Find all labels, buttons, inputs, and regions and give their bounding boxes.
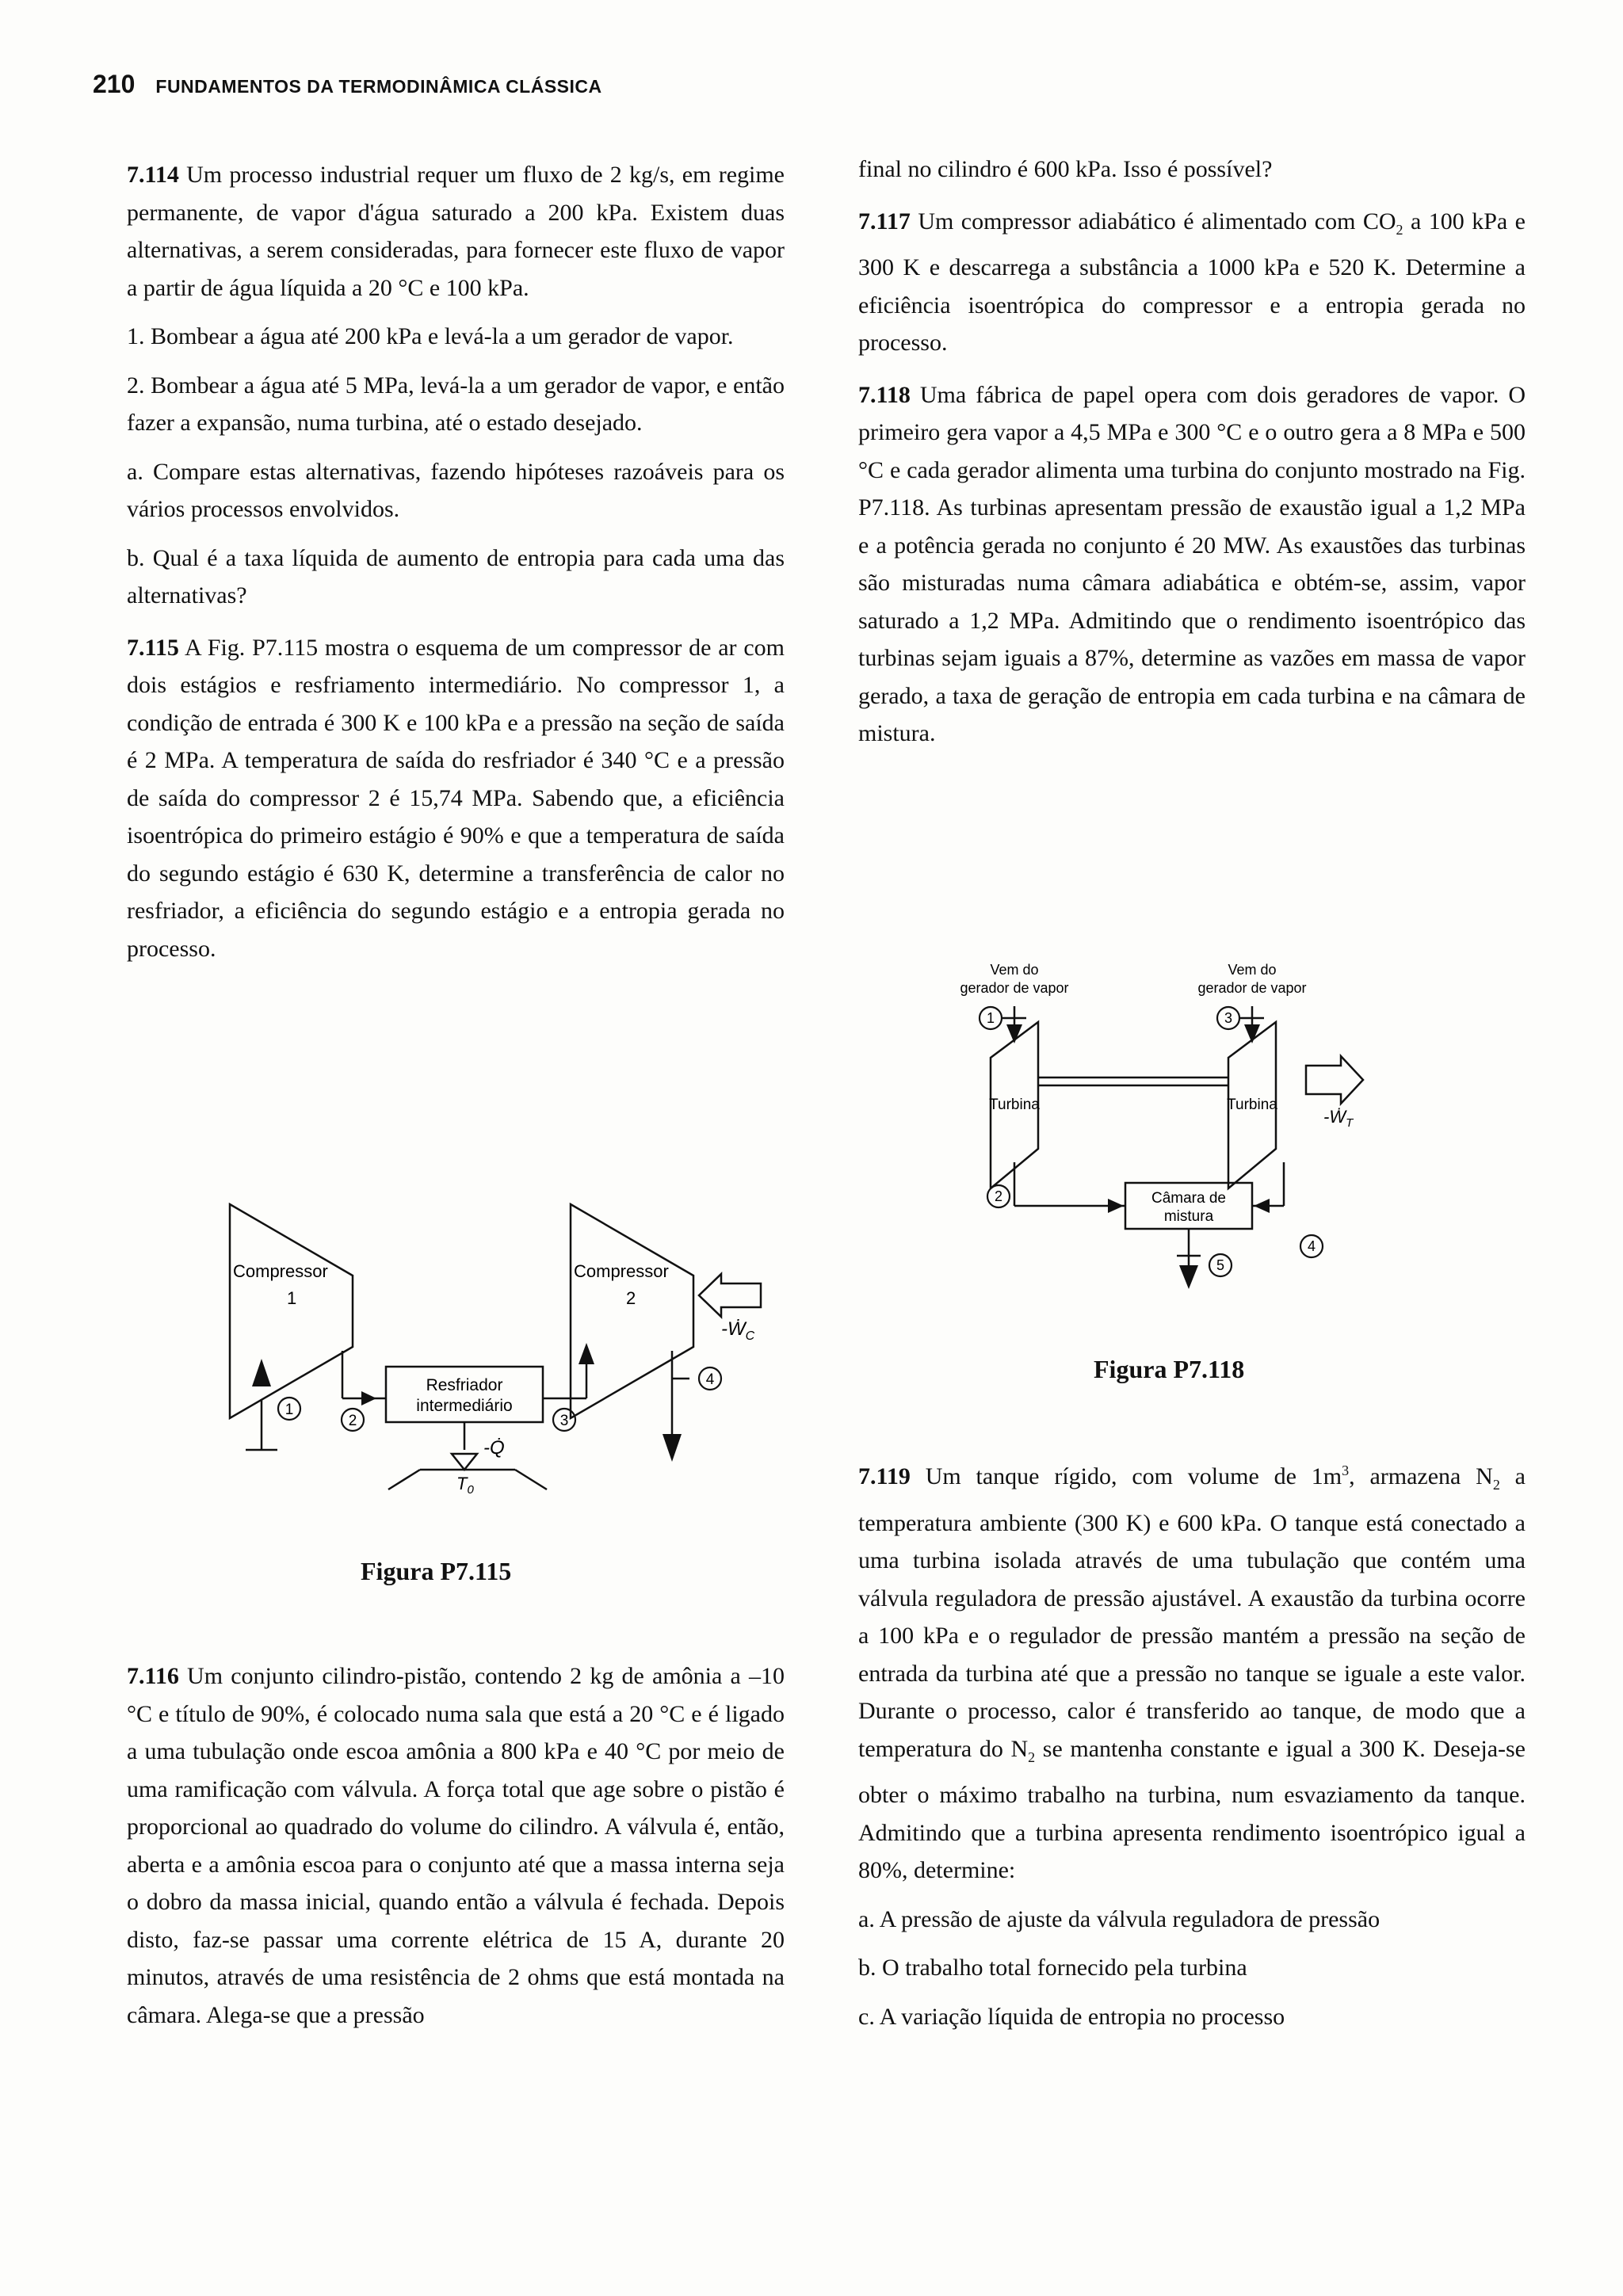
problem-7-115 [127, 629, 785, 968]
source-1-label: Vem do [990, 962, 1039, 978]
compressor-1-label: Compressor [233, 1261, 328, 1281]
figure-p7-115-caption: Figura P7.115 [361, 1557, 512, 1585]
item-2: 2. Bombear a água até 5 MPa, levá-la a um gerador de vapor, e então fazer a expansão, numa turbina, até o estado desejado. [127, 372, 785, 436]
state-2-label: 2 [348, 1413, 357, 1429]
page-header [93, 70, 806, 101]
figure-p7-115-diagram [214, 1188, 785, 1537]
compressor-2-label: Compressor [574, 1261, 669, 1281]
problem-number: 7.119 [858, 1463, 911, 1489]
state-1-label: 1 [986, 1010, 995, 1026]
problem-7-119: 7.119 Um tanque rígido, com volume de $1m^3$, armazena $N_2$ a temperatura ambiente (300 K) e 600 kPa. O tanque está conectado a uma turbina isolada através de uma tubulação que contém uma válvula reguladora de pressão ajustável. A exaustão da turbina ocorre a 100 kPa e o regulador de pressão mantém a pressão na seção de entrada da turbina até que a pressão no tanque se iguale a este valor. Durante o processo, calor é transferido ao tanque, de modo que a temperatura do $N_2$ se mantenha constante e igual a 300 K. Deseja-se obter o máximo trabalho na turbina, num esvaziamento da tanque. Admitindo que a turbina apresenta rendimento isoentrópico igual a 80%, determine: [858, 1463, 1526, 1883]
inlet-2-arrow [1244, 1024, 1260, 1043]
item-c: c. A variação líquida de entropia no processo [858, 2003, 1285, 2030]
state-4-label: 4 [1307, 1238, 1316, 1254]
figure-p7-118-caption: Figura P7.118 [1094, 1355, 1245, 1383]
inlet-1-arrow [1006, 1024, 1022, 1043]
source-1-label-2: gerador de vapor [960, 980, 1069, 996]
source-2-label: Vem do [1228, 962, 1277, 978]
source-2-label-2: gerador de vapor [1197, 980, 1307, 996]
ambient-temperature-label: $T_0$ [456, 1474, 474, 1497]
problem-text: Uma fábrica de papel opera com dois geradores de vapor. O primeiro gera vapor a 4,5 MPa e 300 °C e o outro gera a 8 MPa e 500 °C e cada gerador alimenta uma turbina do conjunto mostrado na Fig. P7.118. As turbinas apresentam pressão de exaustão igual a 1,2 MPa e a potência gerada no conjunto é 20 MW. As exaustões das turbinas são misturadas numa câmara adiabática e obtém-se, assim, vapor saturado a 1,2 MPa. Admitindo que o rendimento isoentrópico das turbinas sejam iguais a 87%, determine as vazões em massa de vapor gerado, a taxa de geração de entropia em cada turbina e na câmara de mistura. [858, 381, 1526, 746]
problem-text: A Fig. P7.115 mostra o esquema de um compressor de ar com dois estágios e resfriamento intermediário. No compressor 1, a condição de entrada é 300 K e 100 kPa e a pressão na seção de saída é 2 MPa. A temperatura de saída do resfriador é 340 °C e a pressão de saída do compressor 2 é 15,74 MPa. Sabendo que, a eficiência isoentrópica do primeiro estágio é 90% e que a temperatura de saída do segundo estágio é 630 K, determine a transferência de calor no resfriador, a eficiência do segundo estágio e a entropia gerada no processo. [127, 634, 785, 962]
problem-text: Um processo industrial requer um fluxo de 2 kg/s, em regime permanente, de vapor d'água saturado a 200 kPa. Existem duas alternativas, a serem consideradas, para fornecer este fluxo de vapor a partir de água líquida a 20 °C e 100 kPa. [127, 162, 785, 301]
item-a: a. Compare estas alternativas, fazendo hipóteses razoáveis para os vários processos envolvidos. [127, 458, 785, 522]
figure-p7-118 [896, 955, 1466, 1303]
heat-label: -Q̇ [483, 1437, 505, 1459]
state-3-label: 3 [559, 1413, 569, 1429]
problem-7-116-continued: final no cilindro é 600 kPa. Isso é possível? [858, 156, 1273, 182]
work-label: -Ẇ$_T$ [1323, 1107, 1354, 1130]
problem-number: 7.116 [127, 1663, 179, 1689]
mixing-chamber-label-2: mistura [1163, 1208, 1214, 1225]
problem-number: 7.115 [127, 634, 179, 661]
item-a: a. A pressão de ajuste da válvula reguladora de pressão [858, 1905, 1381, 1932]
compressor-2-number: 2 [626, 1288, 636, 1308]
figure-p7-118-diagram [896, 955, 1466, 1303]
state-2-label: 2 [994, 1188, 1003, 1204]
state-1-label: 1 [285, 1402, 294, 1418]
work-arrow [1306, 1056, 1363, 1104]
outlet-arrow [1179, 1265, 1198, 1289]
right-column-upper [858, 151, 1526, 764]
problem-7-118 [858, 376, 1526, 753]
item-b: b. O trabalho total fornecido pela turbina [858, 1955, 1247, 1981]
heat-arrow [452, 1454, 477, 1470]
state-4-label: 4 [705, 1371, 715, 1388]
inlet-arrow [252, 1359, 271, 1386]
problem-number: 7.114 [127, 162, 179, 188]
running-title: FUNDAMENTOS DA TERMODINÂMICA CLÁSSICA [155, 76, 602, 97]
problem-number: 7.118 [858, 381, 911, 408]
item-1: 1. Bombear a água até 200 kPa e levá-la a um gerador de vapor. [127, 323, 734, 349]
mixing-chamber-label: Câmara de [1151, 1190, 1226, 1207]
right-column-lower [858, 1452, 1526, 2046]
work-label: -Ẇ$_C$ [721, 1318, 755, 1343]
problem-7-114 [127, 156, 785, 307]
page-number: 210 [93, 70, 136, 98]
work-arrow [699, 1274, 761, 1317]
compressor-2-shape [571, 1204, 693, 1418]
cooler-label-2: intermediário [416, 1397, 513, 1415]
problem-7-116 [127, 1657, 785, 2034]
turbine-1-label: Turbina [989, 1097, 1040, 1113]
state-3-label: 3 [1224, 1010, 1233, 1026]
turbine-2-label: Turbina [1227, 1097, 1277, 1113]
item-b: b. Qual é a taxa líquida de aumento de entropia para cada uma das alternativas? [127, 544, 785, 608]
compressor-1-shape [230, 1204, 353, 1418]
outlet-arrow [663, 1434, 682, 1462]
left-column-upper [127, 156, 785, 978]
problem-7-117: 7.117 Um compressor adiabático é alimentado com $CO_2$ a 100 kPa e 300 K e descarrega a substância a 1000 kPa e 520 K. Determine a eficiência isoentrópica do compressor e a entropia gerada no processo. [858, 208, 1526, 356]
figure-p7-115 [214, 1188, 785, 1537]
cooler-label: Resfriador [426, 1376, 503, 1394]
problem-text: Um conjunto cilindro-pistão, contendo 2 kg de amônia a –10 °C e título de 90%, é colocado numa sala que está a 20 °C e é ligado a uma tubulação onde escoa amônia a 800 kPa e 40 °C por meio de uma ramificação com válvula. A força total que age sobre o pistão é proporcional ao quadrado do volume do cilindro. A válvula é, então, aberta e a amônia escoa para o conjunto até que a massa interna seja o dobro da massa inicial, quando então a válvula é fechada. Depois disto, faz-se passar uma corrente elétrica de 15 A, durante 20 minutos, através de uma resistência de 2 ohms que está montada na câmara. Alega-se que a pressão [127, 1663, 785, 2028]
left-column-lower [127, 1657, 785, 2045]
compressor-1-number: 1 [287, 1288, 297, 1308]
problem-number: 7.117 [858, 208, 911, 235]
state-5-label: 5 [1216, 1257, 1225, 1273]
